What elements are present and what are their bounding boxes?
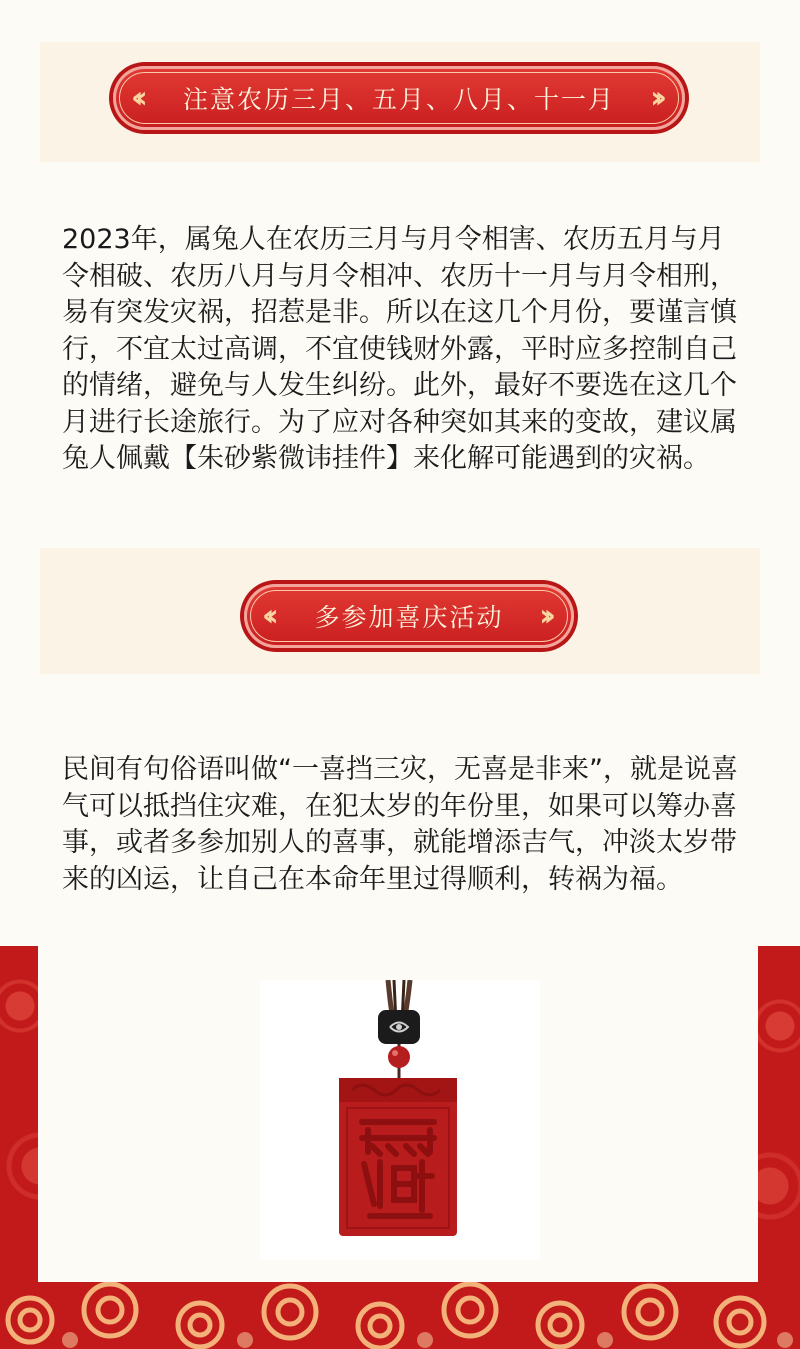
- section-heading-1: 注意农历三月、五月、八月、十一月: [182, 85, 615, 114]
- section-body-2: 民间有句俗语叫做“一喜挡三灾，无喜是非来”，就是说喜气可以抵挡住灾难，在犯太岁的年份里，如果可以筹办喜事，或者多参加别人的喜事，就能增添吉气，冲淡太岁带来的凶运，让自己在本命年里过得顺利，转祸为福。: [62, 754, 738, 895]
- double-chevron-right-icon: ››: [539, 598, 548, 634]
- section-heading-pill-1: [113, 66, 685, 130]
- double-chevron-left-icon: ‹‹: [262, 598, 271, 634]
- section-heading-2: 多参加喜庆活动: [314, 603, 504, 632]
- product-image: [260, 980, 540, 1260]
- double-chevron-left-icon: ‹‹: [131, 80, 140, 116]
- section-body-1: 2023年，属兔人在农历三月与月令相害、农历五月与月令相破、农历八月与月令相冲、农历十一月与月令相刑，易有突发灾祸，招惹是非。所以在这几个月份，要谨言慎行，不宜太过高调，不宜使钱财外露，平时应多控制自己的情绪，避免与人发生纠纷。此外，最好不要选在这几个月进行长途旅行。为了应对各种突如其来的变故，建议属兔人佩戴【朱砂紫微讳挂件】来化解可能遇到的灾祸。: [62, 224, 737, 474]
- double-chevron-right-icon: ››: [650, 80, 659, 116]
- section-heading-pill-2: [244, 584, 574, 648]
- cinnabar-pendant-icon: [260, 980, 540, 1260]
